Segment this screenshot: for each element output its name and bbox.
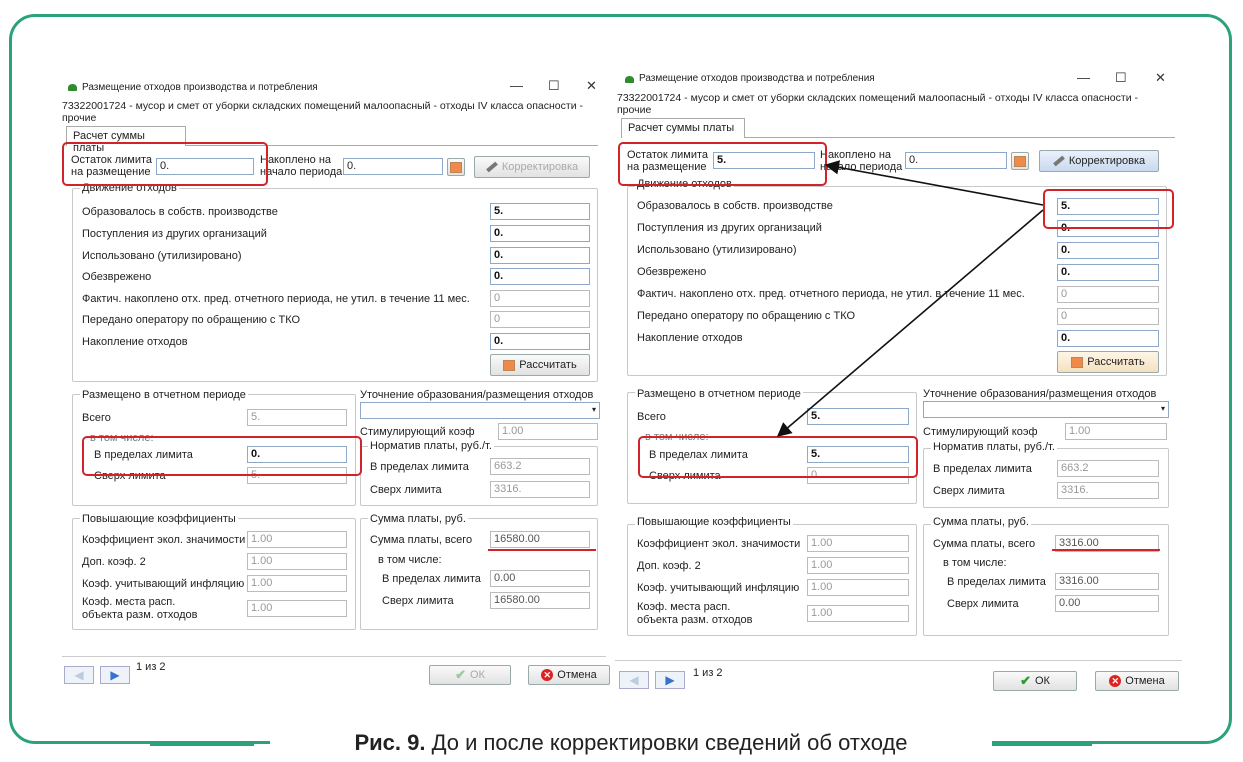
obrazovalos-label: Образовалось в собств. производстве — [637, 200, 833, 212]
nakoplenie-input[interactable]: 0. — [490, 333, 590, 350]
ostatok-label-2: на размещение — [71, 166, 151, 178]
arrow-left-icon: ◀ — [74, 668, 84, 682]
obezvrezheno-input[interactable]: 0. — [1057, 264, 1159, 281]
caption-line-left — [150, 743, 254, 746]
koef-ekol-label: Коэффициент экол. значимости — [637, 538, 801, 550]
caption-line-right — [992, 743, 1092, 746]
arrow-to-v-predelah — [778, 210, 1043, 436]
ispolzovano-label: Использовано (утилизировано) — [637, 244, 797, 256]
summa-sverh-input: 0.00 — [1055, 595, 1159, 612]
v-tom-chisle-label: в том числе: — [90, 432, 154, 444]
nakopleno-label: Накоплено на — [820, 149, 892, 161]
koef-infl-label: Коэф. учитывающий инфляцию — [82, 578, 245, 590]
norm-v-predelah-input: 663.2 — [1057, 460, 1159, 477]
summa-v-predelah-input: 0.00 — [490, 570, 590, 587]
norm-sverh-label: Сверх лимита — [370, 484, 442, 496]
koef-mesta-input: 1.00 — [247, 600, 347, 617]
norm-sverh-label: Сверх лимита — [933, 485, 1005, 497]
vsego-label: Всего — [637, 411, 666, 423]
summa-v-predelah-input: 3316.00 — [1055, 573, 1159, 590]
ostatok-label-2: на размещение — [627, 161, 707, 173]
window-title: Размещение отходов производства и потребления — [639, 73, 875, 84]
ispolzovano-input[interactable]: 0. — [490, 247, 590, 264]
faktich-label: Фактич. накоплено отх. пред. отчетного периода, не утил. в течение 11 мес. — [637, 288, 1025, 300]
nakopleno-input[interactable]: 0. — [905, 152, 1007, 169]
summa-vsego-input: 16580.00 — [490, 531, 590, 548]
ok-label: ОК — [469, 669, 485, 681]
peredano-label: Передано оператору по обращению с ТКО — [637, 310, 856, 322]
v-predelah-label: В пределах лимита — [649, 449, 748, 461]
cancel-label: Отмена — [1125, 675, 1165, 687]
obrazovalos-label: Образовалось в собств. производстве — [82, 206, 278, 218]
group-dvizhenie-title: Движение отходов — [637, 178, 732, 190]
waste-description: 73322001724 - мусор и смет от уборки складских помещений малоопасный - отходы IV класса опасности - — [617, 92, 1138, 104]
obezvrezheno-label: Обезврежено — [637, 266, 707, 278]
minimize-button[interactable]: — — [1077, 70, 1090, 85]
koef-mesta-input: 1.00 — [807, 605, 909, 622]
dop-koef-input: 1.00 — [247, 553, 347, 570]
koef-infl-input: 1.00 — [247, 575, 347, 592]
caption — [270, 726, 992, 760]
maximize-button[interactable]: ☐ — [1115, 70, 1127, 85]
window-title: Размещение отходов производства и потребления — [82, 82, 318, 93]
obrazovalos-input[interactable]: 5. — [490, 203, 590, 220]
minimize-button[interactable]: — — [510, 78, 523, 93]
postupleniya-label: Поступления из других организаций — [637, 222, 822, 234]
koef-infl-input: 1.00 — [807, 579, 909, 596]
ostatok-input[interactable]: 0. — [156, 158, 254, 175]
stimul-input: 1.00 — [1065, 423, 1167, 440]
koef-mesta-label: Коэф. места расп. — [82, 596, 176, 608]
group-normativ-title: Норматив платы, руб./т. — [370, 440, 492, 452]
group-razmescheno-title: Размещено в отчетном периоде — [637, 388, 801, 400]
vsego-input: 5. — [807, 408, 909, 425]
nakopleno-label: Накоплено на — [260, 154, 332, 166]
cancel-icon: ✕ — [541, 669, 553, 681]
waste-description-cont: прочие — [62, 112, 97, 124]
koef-ekol-input: 1.00 — [247, 531, 347, 548]
koef-mesta-label-2: объекта разм. отходов — [637, 614, 753, 626]
dop-koef-label: Доп. коэф. 2 — [637, 560, 701, 572]
tab-label: Расчет суммы платы — [628, 122, 735, 134]
summa-vsego-input: 3316.00 — [1055, 535, 1159, 552]
faktich-input: 0 — [490, 290, 590, 307]
summa-vsego-label: Сумма платы, всего — [370, 534, 473, 546]
waste-description: 73322001724 - мусор и смет от уборки складских помещений малоопасный - отходы IV класса опасности - — [62, 100, 583, 112]
ostatok-input[interactable]: 5. — [713, 152, 815, 169]
summa-sverh-input: 16580.00 — [490, 592, 590, 609]
close-button[interactable]: ✕ — [1155, 70, 1166, 85]
koef-ekol-label: Коэффициент экол. значимости — [82, 534, 246, 546]
postupleniya-input[interactable]: 0. — [490, 225, 590, 242]
checkmark-icon: ✔ — [455, 667, 466, 682]
obezvrezheno-input[interactable]: 0. — [490, 268, 590, 285]
v-predelah-input[interactable]: 5. — [807, 446, 909, 463]
page-indicator: 1 из 2 — [136, 661, 166, 673]
peredano-input: 0 — [1057, 308, 1159, 325]
koef-mesta-label-2: объекта разм. отходов — [82, 609, 198, 621]
arrow-to-ostatok — [826, 165, 1043, 205]
nakoplenie-label: Накопление отходов — [82, 336, 188, 348]
dop-koef-label: Доп. коэф. 2 — [82, 556, 146, 568]
cancel-icon: ✕ — [1109, 675, 1121, 687]
group-razmescheno-title: Размещено в отчетном периоде — [82, 389, 246, 401]
summa-sverh-label: Сверх лимита — [947, 598, 1019, 610]
ispolzovano-input[interactable]: 0. — [1057, 242, 1159, 259]
nakoplenie-label: Накопление отходов — [637, 332, 743, 344]
sverh-label: Сверх лимита — [94, 470, 166, 482]
group-summa-title: Сумма платы, руб. — [933, 516, 1029, 528]
vsego-input: 5. — [247, 409, 347, 426]
norm-v-predelah-label: В пределах лимита — [933, 463, 1032, 475]
nakoplenie-input[interactable]: 0. — [1057, 330, 1159, 347]
maximize-button[interactable]: ☐ — [548, 78, 560, 93]
summa-sverh-label: Сверх лимита — [382, 595, 454, 607]
group-dvizhenie-title: Движение отходов — [82, 182, 177, 194]
arrow-left-icon: ◀ — [629, 673, 639, 687]
sverh-input: 0. — [807, 467, 909, 484]
norm-v-predelah-label: В пределах лимита — [370, 461, 469, 473]
vsego-label: Всего — [82, 412, 111, 424]
group-povysh-title: Повышающие коэффициенты — [637, 516, 791, 528]
group-povysh-title: Повышающие коэффициенты — [82, 513, 236, 525]
group-summa-title: Сумма платы, руб. — [370, 513, 466, 525]
postupleniya-label: Поступления из других организаций — [82, 228, 267, 240]
utochnenie-label: Уточнение образования/размещения отходов — [923, 388, 1157, 400]
arrow-right-icon: ▶ — [110, 668, 120, 682]
ok-label: ОК — [1034, 675, 1050, 687]
summa-v-predelah-label: В пределах лимита — [382, 573, 481, 585]
summa-v-tom-chisle-label: в том числе: — [378, 554, 442, 566]
rasschitat-label: Рассчитать — [519, 359, 577, 371]
koef-infl-label: Коэф. учитывающий инфляцию — [637, 582, 800, 594]
sverh-input: 5. — [247, 467, 347, 484]
nakopleno-input[interactable]: 0. — [343, 158, 443, 175]
cancel-label: Отмена — [557, 669, 597, 681]
ispolzovano-label: Использовано (утилизировано) — [82, 250, 242, 262]
tab-label: Расчет суммы платы — [73, 130, 145, 154]
close-button[interactable]: ✕ — [586, 78, 597, 93]
group-normativ-title: Норматив платы, руб./т. — [933, 441, 1055, 453]
utochnenie-label: Уточнение образования/размещения отходов — [360, 389, 594, 401]
arrow-right-icon: ▶ — [665, 673, 675, 687]
summa-v-predelah-label: В пределах лимита — [947, 576, 1046, 588]
chevron-down-icon: ▾ — [1160, 404, 1165, 413]
koef-mesta-label: Коэф. места расп. — [637, 601, 731, 613]
page-indicator: 1 из 2 — [693, 667, 723, 679]
korrektirovka-label: Корректировка — [1068, 155, 1146, 167]
peredano-input: 0 — [490, 311, 590, 328]
caption-text: До и после корректировки сведений об отходе — [425, 730, 908, 755]
caption-label: Рис. 9. — [354, 730, 426, 755]
obezvrezheno-label: Обезврежено — [82, 271, 152, 283]
stimul-label: Стимулирующий коэф — [360, 426, 475, 438]
v-predelah-label: В пределах лимита — [94, 449, 193, 461]
sverh-label: Сверх лимита — [649, 470, 721, 482]
ostatok-label: Остаток лимита — [71, 154, 153, 166]
norm-sverh-input: 3316. — [1057, 482, 1159, 499]
checkmark-icon: ✔ — [1020, 673, 1031, 688]
nakopleno-label-2: начало периода — [260, 166, 343, 178]
v-predelah-input[interactable]: 0. — [247, 446, 347, 463]
faktich-label: Фактич. накоплено отх. пред. отчетного периода, не утил. в течение 11 мес. — [82, 293, 470, 305]
peredano-label: Передано оператору по обращению с ТКО — [82, 314, 301, 326]
nakopleno-label-2: начало периода — [820, 161, 903, 173]
chevron-down-icon: ▾ — [591, 405, 596, 414]
summa-vsego-label: Сумма платы, всего — [933, 538, 1036, 550]
waste-description-cont: прочие — [617, 104, 652, 116]
koef-ekol-input: 1.00 — [807, 535, 909, 552]
korrektirovka-label: Корректировка — [501, 161, 579, 173]
summa-v-tom-chisle-label: в том числе: — [943, 557, 1007, 569]
rasschitat-label: Рассчитать — [1087, 356, 1145, 368]
dop-koef-input: 1.00 — [807, 557, 909, 574]
faktich-input: 0 — [1057, 286, 1159, 303]
norm-sverh-input: 3316. — [490, 481, 590, 498]
v-tom-chisle-label: в том числе: — [645, 431, 709, 443]
stimul-input: 1.00 — [498, 423, 598, 440]
obrazovalos-input[interactable]: 5. — [1057, 198, 1159, 215]
ostatok-label: Остаток лимита — [627, 149, 709, 161]
norm-v-predelah-input: 663.2 — [490, 458, 590, 475]
stimul-label: Стимулирующий коэф — [923, 426, 1038, 438]
postupleniya-input[interactable]: 0. — [1057, 220, 1159, 237]
